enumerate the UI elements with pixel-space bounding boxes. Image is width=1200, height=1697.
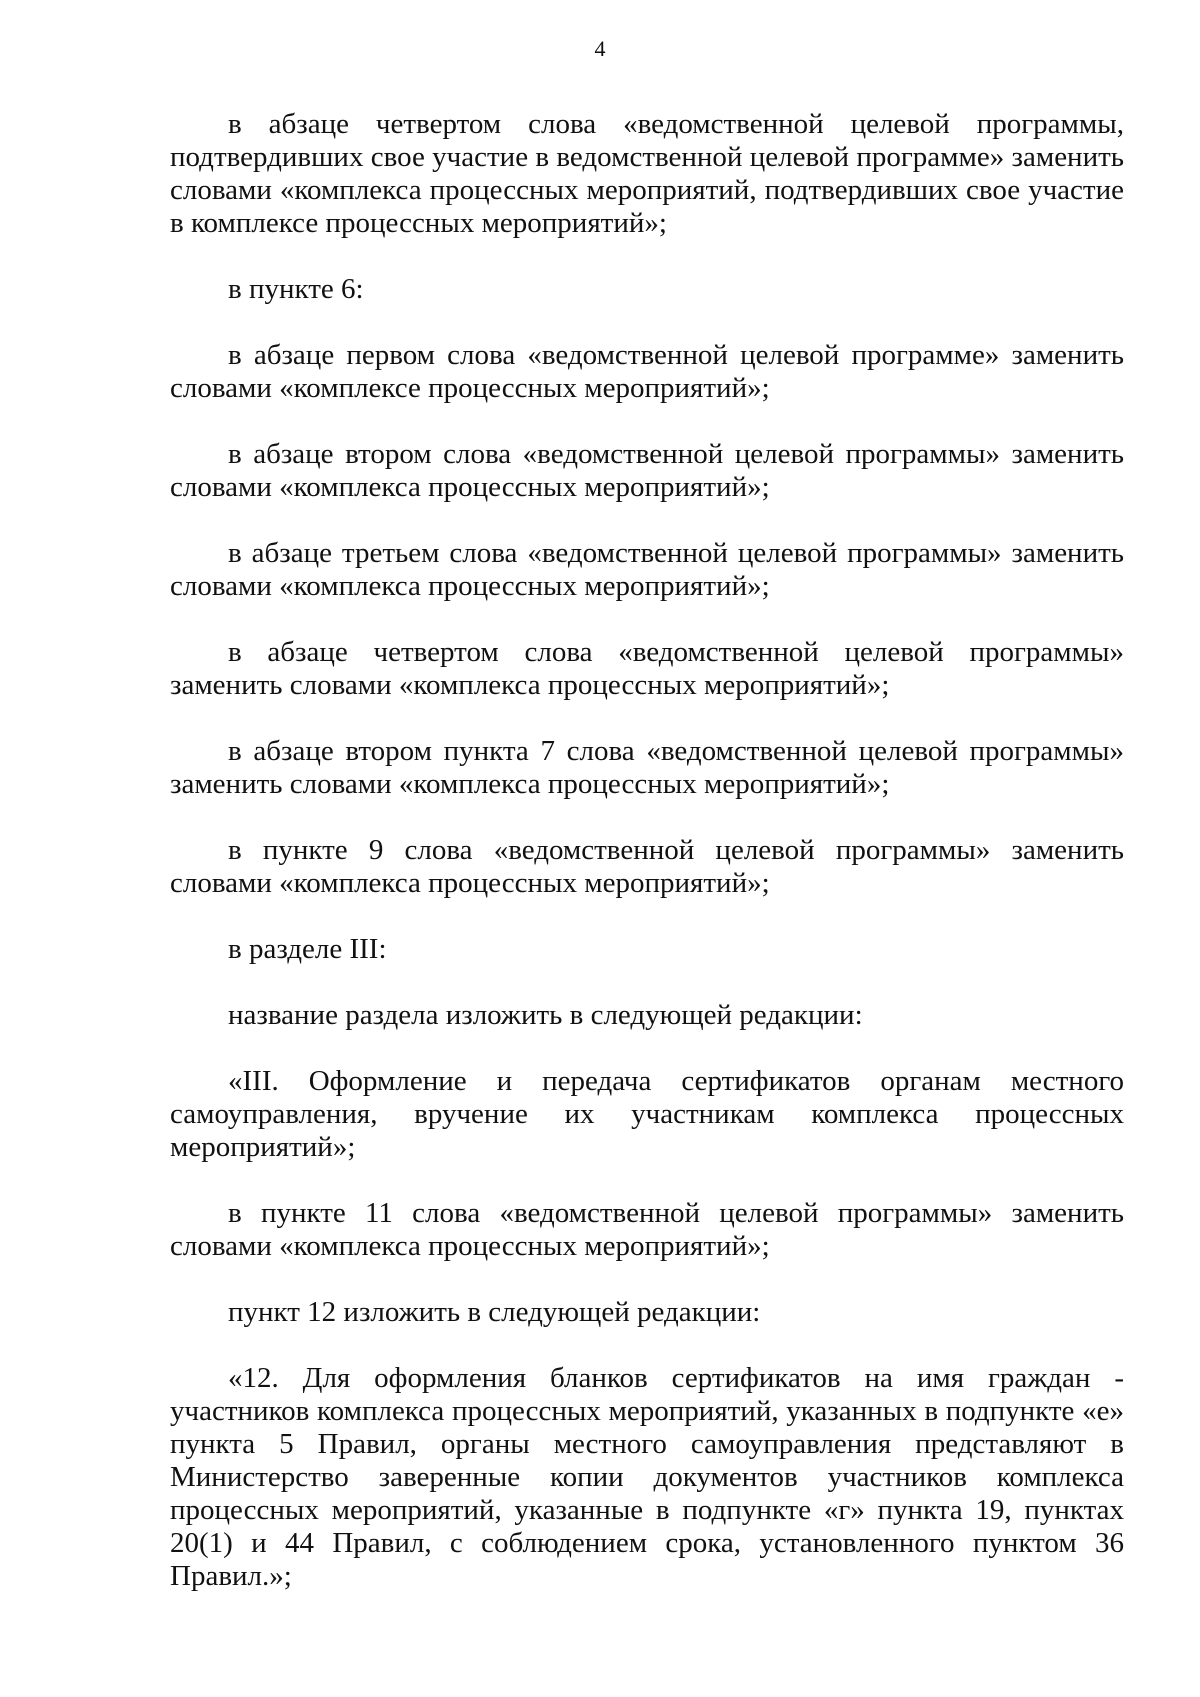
paragraph-14: «12. Для оформления бланков сертификатов на имя граждан - участников комплекса процессных мероприятий, указанных в подпункте «е» пункта 5 Правил, органы местного самоуправления представляют в Министерство заверенные копии документов участников комплекса процессных мероприятий, указанные в подпункте «г» пункта 19, пунктах 20(1) и 44 Правил, с соблюдением срока, установленного пунктом 36 Правил.»; [170,1362,1124,1592]
paragraph-5: в абзаце третьем слова «ведомственной целевой программы» заменить словами «комплекса процессных мероприятий»; [170,537,1124,602]
paragraph-1: в абзаце четвертом слова «ведомственной целевой программы, подтвердивших свое участие в ведомственной целевой программе» заменить словами «комплекса процессных мероприятий, подтвердивших свое участие в комплексе процессных мероприятий»; [170,108,1124,239]
paragraph-3: в абзаце первом слова «ведомственной целевой программе» заменить словами «комплексе процессных мероприятий»; [170,339,1124,404]
page-number: 4 [594,36,606,61]
paragraph-8: в пункте 9 слова «ведомственной целевой программы» заменить словами «комплекса процессных мероприятий»; [170,834,1124,899]
paragraph-6: в абзаце четвертом слова «ведомственной целевой программы» заменить словами «комплекса процессных мероприятий»; [170,636,1124,701]
paragraph-7: в абзаце втором пункта 7 слова «ведомственной целевой программы» заменить словами «комплекса процессных мероприятий»; [170,735,1124,800]
paragraph-12: в пункте 11 слова «ведомственной целевой программы» заменить словами «комплекса процессных мероприятий»; [170,1197,1124,1262]
document-body [170,108,1124,1593]
paragraph-4: в абзаце втором слова «ведомственной целевой программы» заменить словами «комплекса процессных мероприятий»; [170,438,1124,503]
paragraph-2: в пункте 6: [228,273,364,305]
paragraph-9: в разделе III: [228,933,387,965]
paragraph-10: название раздела изложить в следующей редакции: [228,999,863,1031]
paragraph-13: пункт 12 изложить в следующей редакции: [228,1296,761,1328]
paragraph-11: «III. Оформление и передача сертификатов органам местного самоуправления, вручение их участникам комплекса процессных мероприятий»; [170,1065,1124,1163]
